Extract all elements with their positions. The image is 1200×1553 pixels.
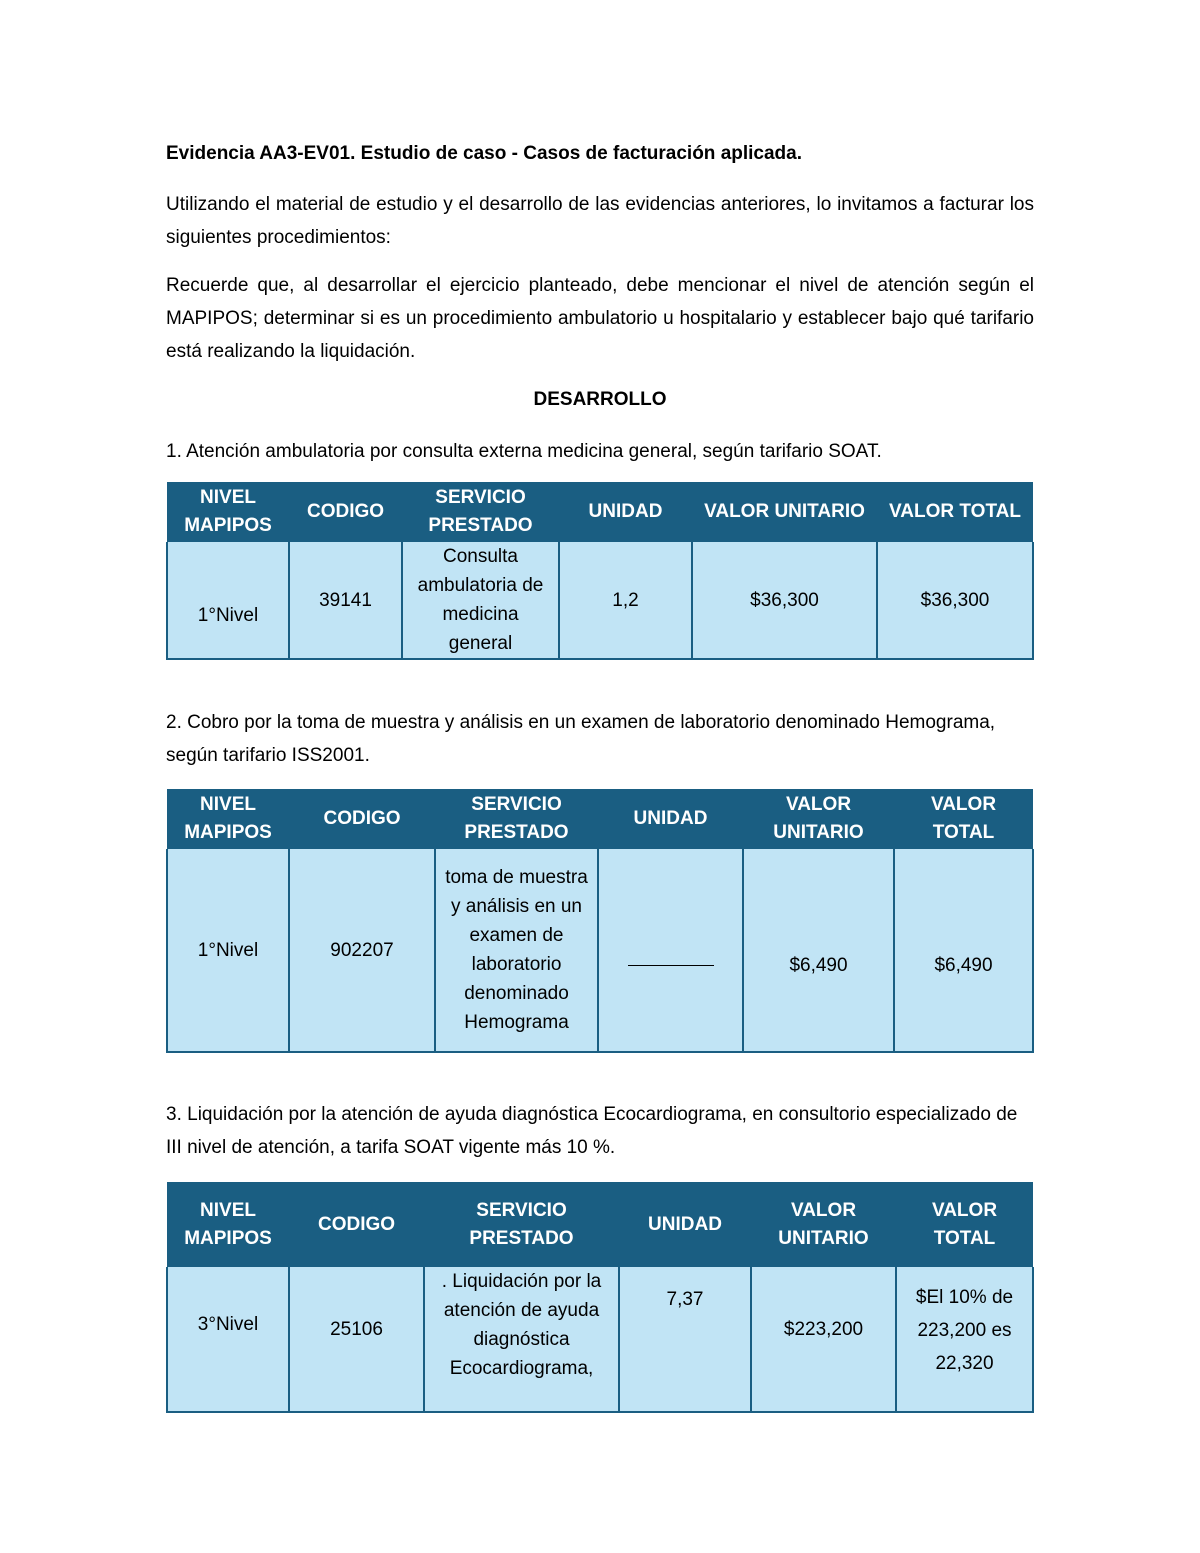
header-valor-total: VALOR TOTAL xyxy=(894,789,1033,849)
table-row xyxy=(167,542,1033,659)
cell-valor-total: $36,300 xyxy=(877,542,1033,659)
header-nivel: NIVEL MAPIPOS xyxy=(167,482,289,542)
cell-nivel: 3°Nivel xyxy=(167,1267,289,1412)
case-3-table xyxy=(166,1182,1034,1413)
header-valor-total: VALOR TOTAL xyxy=(896,1182,1033,1267)
table-row xyxy=(167,1267,1033,1412)
header-valor-total: VALOR TOTAL xyxy=(877,482,1033,542)
document-title: Evidencia AA3-EV01. Estudio de caso - Casos de facturación aplicada. xyxy=(166,143,803,164)
cell-codigo: 39141 xyxy=(289,542,402,659)
case-1-table xyxy=(166,482,1034,660)
cell-valor-unitario: $6,490 xyxy=(743,849,894,1052)
header-servicio: SERVICIO PRESTADO xyxy=(402,482,559,542)
header-servicio: SERVICIO PRESTADO xyxy=(424,1182,619,1267)
case-3-question: 3. Liquidación por la atención de ayuda diagnóstica Ecocardiograma, en consultorio especializado de III nivel de atención, a tarifa SOAT vigente más 10 %. xyxy=(166,1104,1018,1158)
cell-unidad: 7,37 xyxy=(619,1267,751,1412)
cell-unidad: 1,2 xyxy=(559,542,692,659)
header-servicio: SERVICIO PRESTADO xyxy=(435,789,598,849)
cell-servicio: . Liquidación por la atención de ayuda diagnóstica Ecocardiograma, xyxy=(424,1267,619,1412)
case-2-table xyxy=(166,789,1034,1053)
header-unidad: UNIDAD xyxy=(598,789,743,849)
cell-servicio: toma de muestra y análisis en un examen de laboratorio denominado Hemograma xyxy=(435,849,598,1052)
blank-underline xyxy=(628,964,714,966)
table-header-row xyxy=(167,1182,1033,1267)
case-1-question: 1. Atención ambulatoria por consulta externa medicina general, según tarifario SOAT. xyxy=(166,441,882,462)
header-codigo: CODIGO xyxy=(289,482,402,542)
section-title: DESARROLLO xyxy=(533,389,667,410)
cell-unidad-blank xyxy=(598,849,743,1052)
header-unidad: UNIDAD xyxy=(559,482,692,542)
table-header-row xyxy=(167,482,1033,542)
cell-valor-total: $El 10% de 223,200 es 22,320 xyxy=(896,1267,1033,1412)
instructions-paragraph: Recuerde que, al desarrollar el ejercicio planteado, debe mencionar el nivel de atención según el MAPIPOS; determinar si es un procedimiento ambulatorio u hospitalario y establecer bajo qué tarifario está realizando la liquidación. xyxy=(166,275,1034,362)
cell-valor-total: $6,490 xyxy=(894,849,1033,1052)
header-nivel: NIVEL MAPIPOS xyxy=(167,789,289,849)
cell-valor-unitario: $223,200 xyxy=(751,1267,896,1412)
header-codigo: CODIGO xyxy=(289,789,435,849)
header-codigo: CODIGO xyxy=(289,1182,424,1267)
header-valor-unitario: VALOR UNITARIO xyxy=(743,789,894,849)
cell-nivel: 1°Nivel xyxy=(167,542,289,659)
header-valor-unitario: VALOR UNITARIO xyxy=(692,482,877,542)
header-nivel: NIVEL MAPIPOS xyxy=(167,1182,289,1267)
header-unidad: UNIDAD xyxy=(619,1182,751,1267)
cell-nivel: 1°Nivel xyxy=(167,849,289,1052)
cell-codigo: 902207 xyxy=(289,849,435,1052)
cell-codigo: 25106 xyxy=(289,1267,424,1412)
intro-paragraph: Utilizando el material de estudio y el desarrollo de las evidencias anteriores, lo invitamos a facturar los siguientes procedimientos: xyxy=(166,194,1034,248)
case-2-question: 2. Cobro por la toma de muestra y análisis en un examen de laboratorio denominado Hemograma, según tarifario ISS2001. xyxy=(166,712,996,766)
table-header-row xyxy=(167,789,1033,849)
header-valor-unitario: VALOR UNITARIO xyxy=(751,1182,896,1267)
cell-valor-unitario: $36,300 xyxy=(692,542,877,659)
table-row xyxy=(167,849,1033,1052)
cell-servicio: Consulta ambulatoria de medicina general xyxy=(402,542,559,659)
